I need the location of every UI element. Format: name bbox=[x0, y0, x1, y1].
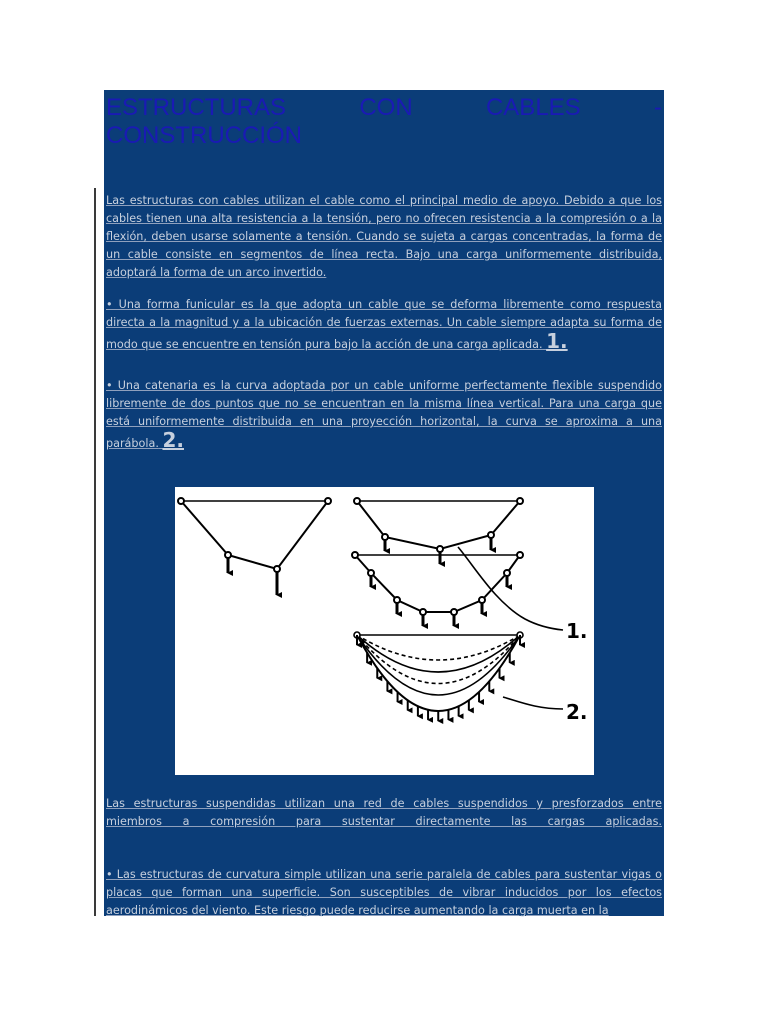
distributed-load-arrows bbox=[357, 635, 520, 721]
concentrated-load-cable bbox=[178, 498, 331, 595]
catenary-text: • Una catenaria es la curva adoptada por un cable uniforme perfectamente flexible suspendido libremente de dos puntos que no se encuentran en la misma línea vertical. Para una carga que está uniformemente distribuida en una proyección horizontal, la curva se aproxima a una parábola. bbox=[106, 379, 662, 450]
intro-paragraph bbox=[106, 192, 662, 282]
figure-label-2: 2. bbox=[566, 700, 588, 724]
single-curvature-paragraph bbox=[106, 866, 662, 920]
left-margin-rule bbox=[94, 188, 96, 916]
cable-diagram bbox=[175, 487, 594, 775]
reference-number-1: 1. bbox=[546, 329, 568, 353]
funicular-paragraph bbox=[106, 296, 662, 354]
funicular-text: • Una forma funicular es la que adopta un cable que se deforma libremente como respuesta directa a la magnitud y a la ubicación de fuerzas externas. Un cable siempre adapta su forma de modo que se encuentre en tensión pura bajo la acción de una carga aplicada. bbox=[106, 298, 662, 351]
catenary-cables bbox=[354, 632, 523, 711]
intro-text: Las estructuras con cables utilizan el cable como el principal medio de apoyo. Debido a que los cables tienen una alta resistencia a la tensión, pero no ofrecen resistencia a la compresión o a la flexión, deben usarse solamente a tensión. Cuando se sujeta a cargas concentradas, la forma de un cable consiste en segmentos de línea recta. Bajo una carga uniformemente distribuida, adoptará la forma de un arco invertido. bbox=[106, 194, 662, 279]
three-load-cable bbox=[354, 498, 523, 564]
suspended-paragraph bbox=[106, 795, 662, 831]
multi-load-cable bbox=[352, 552, 523, 626]
single-curvature-text: • Las estructuras de curvatura simple utilizan una serie paralela de cables para sustentar vigas o placas que forman una superficie. Son susceptibles de vibrar inducidos por los efectos aerodinámicos del viento. Este riesgo puede reducirse aumentando la carga muerta en la bbox=[106, 868, 662, 917]
page-title: ESTRUCTURAS CON CABLES - CONSTRUCCIÓN bbox=[106, 94, 662, 149]
suspended-text: Las estructuras suspendidas utilizan una red de cables suspendidos y presforzados entre miembros a compresión para sustentar directamente las cargas aplicadas. bbox=[106, 797, 662, 828]
reference-number-2: 2. bbox=[162, 428, 184, 452]
figure-label-1: 1. bbox=[566, 619, 588, 643]
catenary-paragraph bbox=[106, 377, 662, 453]
